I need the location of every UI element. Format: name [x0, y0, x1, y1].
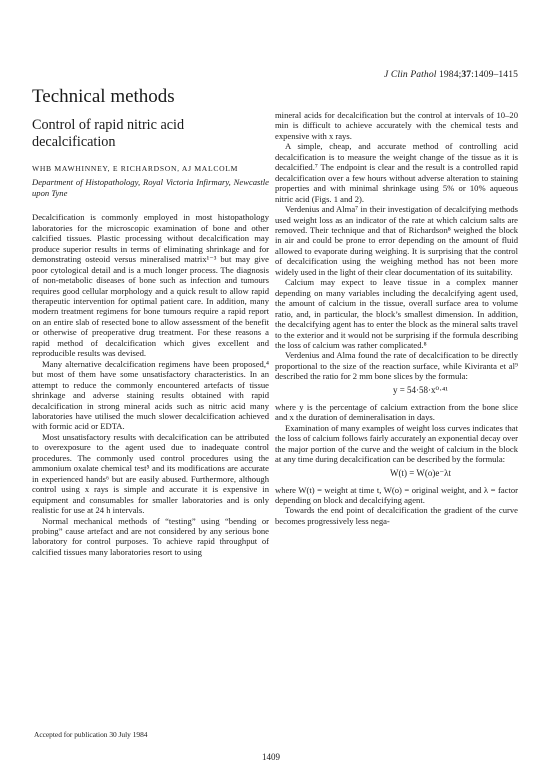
- authors: WHB MAWHINNEY, E RICHARDSON, AJ MALCOLM: [32, 164, 239, 173]
- body-paragraph: mineral acids for decalcification but the control at intervals of 10–20 min is difficult to achieve accurately with the chemical tests and expensive with x rays.: [275, 110, 518, 141]
- page-number: 1409: [262, 752, 280, 762]
- journal-year: 1984;: [439, 69, 462, 80]
- body-paragraph: where y is the percentage of calcium extraction from the bone slice and x the duration of demineralisation in days.: [275, 401, 518, 423]
- journal-header: [384, 69, 518, 80]
- formula-exponential: W(t) = W(o)e⁻λt: [389, 467, 451, 478]
- body-paragraph: Most unsatisfactory results with decalcification can be attributed to overexposure to the agent used due to inadequate control procedures. The commonly used control procedures using the ammonium oxalate chemical test⁵ and its modifications are accurate in experienced hands⁶ but are easily abused. Furthermore, although control using x rays is simple and accurate it is expensive in equipment and consumables for smaller laboratories and is only realistic for use at 24 h intervals.: [32, 431, 269, 516]
- body-paragraph: Normal mechanical methods of “testing” using “bending or probing” cause artefact and are not considered by any serious bone laboratory for control purposes. To achieve rapid throughput of calcified tissues many laboratories resort to using: [32, 515, 269, 557]
- body-paragraph: Many alternative decalcification regimens have been proposed,⁴ but most of them have some unsatisfactory characteristics. In an attempt to reduce the commonly encountered artefacts of tissue shrinkage and adverse staining results obtained with rapid decalcification in strong mineral acids such as nitric acid many laboratories have utilised the much slower decalcification achieved with formic acid or EDTA.: [32, 358, 269, 432]
- body-paragraph: Verdenius and Alma found the rate of decalcification to be directly proportional to the size of the reaction surface, while Kiviranta et al⁹ described the ratio for 2 mm bone slices by the formula:: [275, 350, 518, 382]
- left-column: [32, 86, 269, 557]
- body-paragraph: where W(t) = weight at time t, W(o) = original weight, and λ = factor depending on block and decalcifying agent.: [275, 484, 518, 505]
- body-paragraph: Examination of many examples of weight loss curves indicates that the loss of calcium follows fairly accurately an exponential decay over the major portion of the curve and the weight of calcium in the block at any time during decalcification can be described by the formula:: [275, 422, 518, 465]
- body-paragraph: Calcium may expect to leave tissue in a complex manner depending on many variables including the decalcifying agent used, the amount of calcium in the tissue, overall surface area to volume ratio, and, in particular, the block’s smallest dimension. In addition, the decalcifying agent has to enter the block as the mineral salts travel to the exterior and it would not be surprising if the formula describing the loss of calcium was rather complicated.⁸: [275, 277, 518, 350]
- right-column: [275, 110, 518, 526]
- body-paragraph: A simple, cheap, and accurate method of controlling acid decalcification is to measure the weight change of the tissue as it is decalcified.⁷ The endpoint is clear and the result is a controlled rapid decalcification over a few hours without adverse alteration to staining properties and with minimal shrinkage using 5% or 10% aqueous nitric acid (Figs. 1 and 2).: [275, 141, 518, 204]
- body-paragraph: Towards the end point of decalcification the gradient of the curve becomes progressively less nega-: [275, 505, 518, 526]
- journal-volume: 37: [461, 69, 472, 80]
- journal-name: J Clin Pathol: [384, 69, 437, 80]
- accepted-note: Accepted for publication 30 July 1984: [34, 730, 148, 739]
- section-title: Technical methods: [32, 86, 175, 107]
- journal-pages: :1409–1415: [471, 69, 518, 80]
- formula-power: y = 54·58·x⁰·⁴¹: [392, 384, 448, 395]
- body-paragraph: Decalcification is commonly employed in most histopathology laboratories for the microscopic examination of bone and other calcified tissues. Plastic processing without decalcification may produce superior results in terms of eliminating shrinkage and for demonstrating osteoid versus mineralised matrix¹⁻³ but may give poor cytological detail and is a much longer process. The diagnosis of non-metabolic diseases of bone such as infection and tumours requires good cellular morphology and a quick result to allow rapid therapeutic intervention for optimal patient care. In addition, many modern treatment regimens for bone tumours require a rapid report on an entire slab of resected bone to allow assessment of the benefit or otherwise of preoperative drug treatment. For these reasons a rapid method of decalcification which gives excellent and reproducible results was devised.: [32, 212, 269, 359]
- affiliation: Department of Histopathology, Royal Victoria Infirmary, Newcastle upon Tyne: [32, 177, 269, 198]
- body-paragraph: Verdenius and Alma⁷ in their investigation of decalcifying methods used weight loss as an indicator of the rate at which calcium salts are removed. Their technique and that of Richardson⁸ weighed the block in air and could be prone to error depending on the amount of fluid allowed to evaporate during weighing. It is surprising that the control of decalcification using the weighing method has not been more widely used in the light of their clear documentation of its suitability.: [275, 204, 518, 277]
- article-title: Control of rapid nitric acid decalcification: [32, 117, 185, 150]
